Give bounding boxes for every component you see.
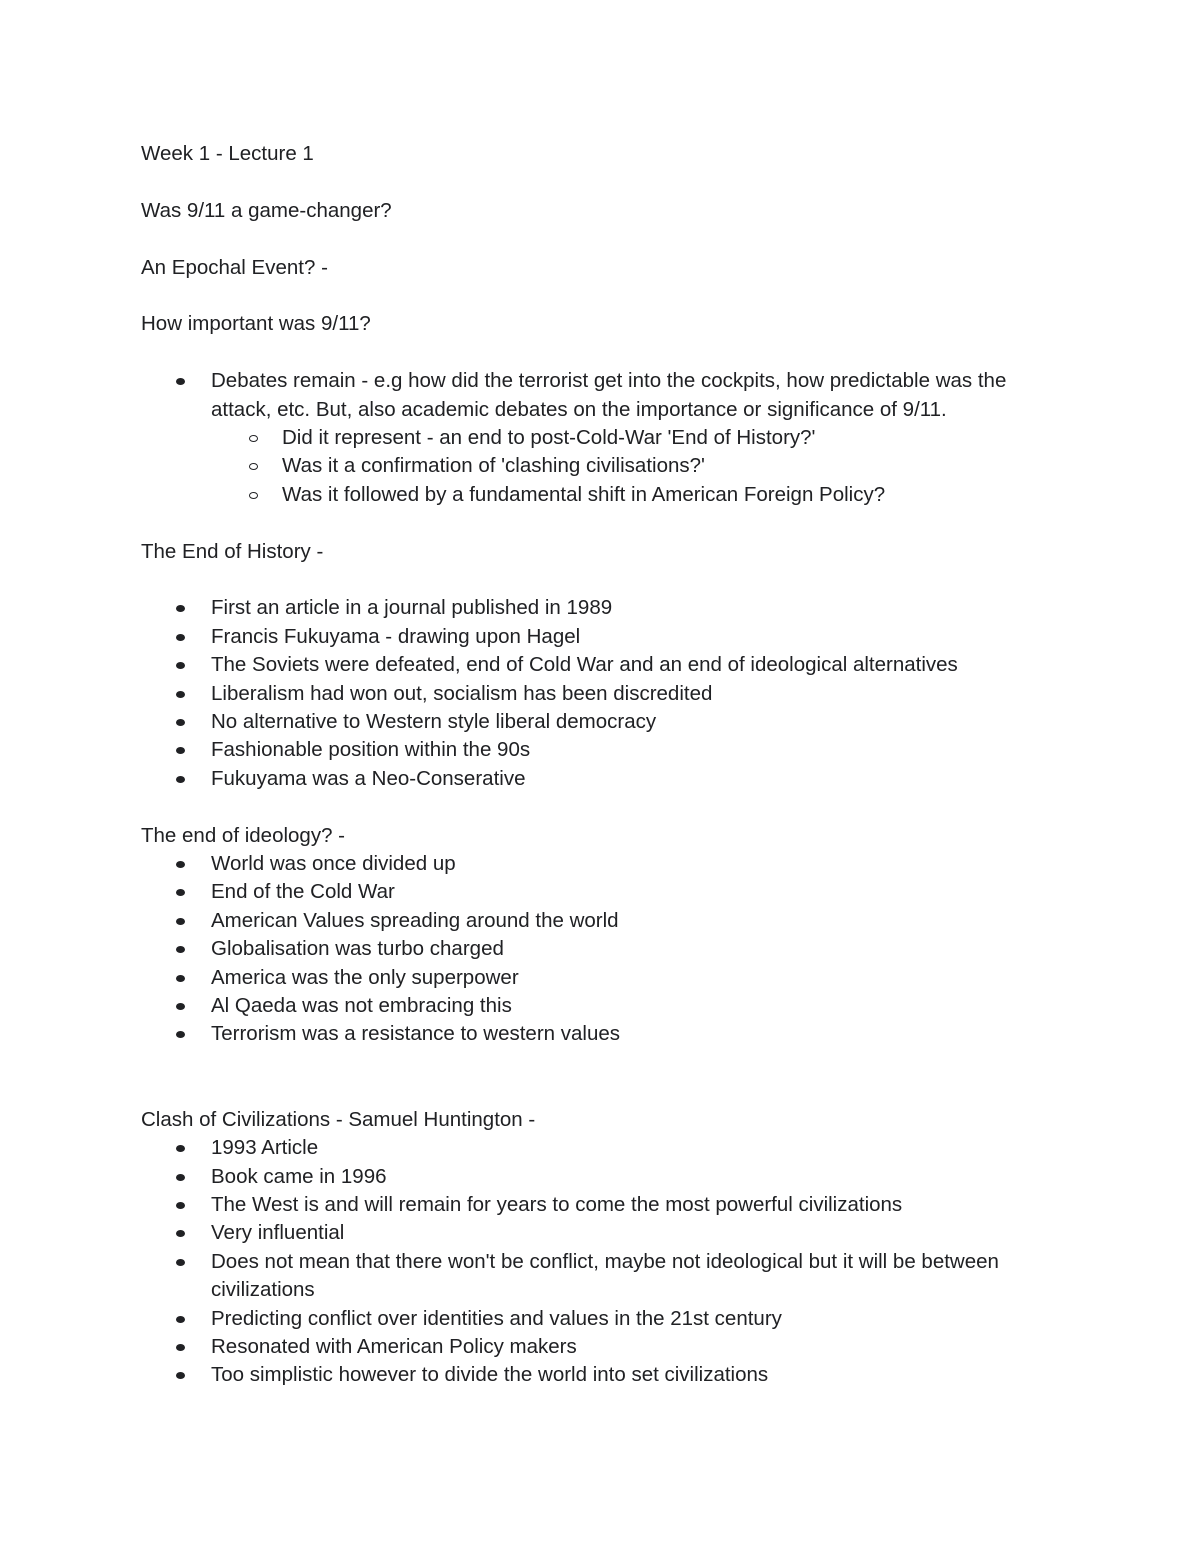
filled-bullet-icon (176, 1344, 185, 1351)
list-item-text: American Values spreading around the world (211, 908, 619, 932)
sub-list-item (141, 424, 1060, 452)
list-item-text: No alternative to Western style liberal democracy (211, 710, 657, 734)
list-item-text-line: Does not mean that there won't be conflict, maybe not ideological but it will be between (211, 1249, 999, 1273)
filled-bullet-icon (176, 946, 185, 953)
end-of-ideology-heading: The end of ideology? - (141, 823, 345, 847)
list-item (141, 736, 1051, 764)
list-item (141, 594, 1051, 622)
filled-bullet-icon (176, 691, 185, 698)
filled-bullet-icon (176, 918, 185, 925)
list-item-text: Fukuyama was a Neo-Conserative (211, 766, 526, 790)
list-item (141, 1305, 1051, 1333)
filled-bullet-icon (176, 605, 185, 612)
filled-bullet-icon (176, 1202, 185, 1209)
list-item-text: End of the Cold War (211, 880, 395, 904)
filled-bullet-icon (176, 1372, 185, 1379)
document-title: Week 1 - Lecture 1 (141, 142, 314, 165)
list-item-text: Liberalism had won out, socialism has been discredited (211, 681, 713, 705)
filled-bullet-icon (176, 634, 185, 641)
list-item (141, 964, 1051, 992)
list-item-text: Book came in 1996 (211, 1164, 387, 1188)
list-item-text: 1993 Article (211, 1136, 319, 1160)
end-of-history-list (141, 594, 1060, 793)
filled-bullet-icon (176, 776, 185, 783)
filled-bullet-icon (176, 662, 185, 669)
list-item-text-line: civilizations (211, 1278, 315, 1302)
sub-list-item (141, 481, 1060, 509)
list-item-text: The Soviets were defeated, end of Cold War and an end of ideological alternatives (211, 653, 958, 677)
list-item (141, 1020, 1051, 1048)
clash-heading: Clash of Civilizations - Samuel Huntington - (141, 1107, 536, 1131)
sub-list-item-text: Was it followed by a fundamental shift in American Foreign Policy? (282, 482, 886, 506)
filled-bullet-icon (176, 719, 185, 726)
filled-bullet-icon (176, 1174, 185, 1181)
hollow-bullet-icon (249, 435, 258, 442)
list-item-text: Very influential (211, 1221, 345, 1245)
list-item-text: Too simplistic however to divide the world into set civilizations (211, 1363, 769, 1387)
list-item-text: First an article in a journal published in 1989 (211, 596, 613, 620)
list-item (141, 1191, 1051, 1219)
filled-bullet-icon (176, 1145, 185, 1152)
list-item (141, 850, 1051, 878)
hollow-bullet-icon (249, 492, 258, 499)
list-item (141, 1219, 1051, 1247)
list-item (141, 1134, 1051, 1162)
sub-list-item-text: Did it represent - an end to post-Cold-War 'End of History?' (282, 426, 816, 449)
filled-bullet-icon (176, 975, 185, 982)
epochal-heading: An Epochal Event? - (141, 255, 328, 279)
list-item (141, 1361, 1051, 1389)
list-item (141, 1248, 1051, 1305)
end-of-ideology-list (141, 850, 1060, 1049)
importance-list (141, 367, 1060, 509)
filled-bullet-icon (176, 889, 185, 896)
clash-list (141, 1134, 1060, 1390)
filled-bullet-icon (176, 378, 185, 385)
filled-bullet-icon (176, 1031, 185, 1038)
filled-bullet-icon (176, 861, 185, 868)
list-item-text: World was once divided up (211, 852, 456, 876)
list-item (141, 1163, 1051, 1191)
filled-bullet-icon (176, 1230, 185, 1237)
list-item (141, 708, 1051, 736)
list-item-text: The West is and will remain for years to come the most powerful civilizations (211, 1192, 903, 1216)
list-item-text: America was the only superpower (211, 965, 519, 989)
list-item-text: Francis Fukuyama - drawing upon Hagel (211, 624, 581, 648)
filled-bullet-icon (176, 1316, 185, 1323)
list-item (141, 1333, 1051, 1361)
list-item (141, 623, 1051, 651)
list-item (141, 765, 1051, 793)
list-item-text: Terrorism was a resistance to western values (211, 1022, 621, 1046)
filled-bullet-icon (176, 1003, 185, 1010)
list-item-text: Globalisation was turbo charged (211, 937, 504, 961)
list-item (141, 367, 1051, 424)
list-item-text-line: attack, etc. But, also academic debates on the importance or significance of 9/11. (211, 397, 947, 421)
list-item-text: Predicting conflict over identities and values in the 21st century (211, 1306, 782, 1330)
hollow-bullet-icon (249, 463, 258, 470)
list-item (141, 680, 1051, 708)
end-of-history-heading: The End of History - (141, 539, 324, 563)
filled-bullet-icon (176, 1259, 185, 1266)
sub-list-item-text: Was it a confirmation of 'clashing civilisations?' (282, 454, 705, 478)
list-item (141, 651, 1051, 679)
list-item (141, 878, 1051, 906)
importance-heading: How important was 9/11? (141, 312, 371, 336)
list-item-text: Fashionable position within the 90s (211, 738, 531, 762)
sub-list-item (141, 452, 1060, 480)
list-item-text: Al Qaeda was not embracing this (211, 994, 512, 1018)
filled-bullet-icon (176, 747, 185, 754)
list-item (141, 992, 1051, 1020)
list-item (141, 907, 1051, 935)
list-item (141, 935, 1051, 963)
list-item-text: Resonated with American Policy makers (211, 1334, 577, 1358)
question-heading: Was 9/11 a game-changer? (141, 198, 392, 222)
list-item-text-line: Debates remain - e.g how did the terrorist get into the cockpits, how predictable was the (211, 369, 1007, 393)
